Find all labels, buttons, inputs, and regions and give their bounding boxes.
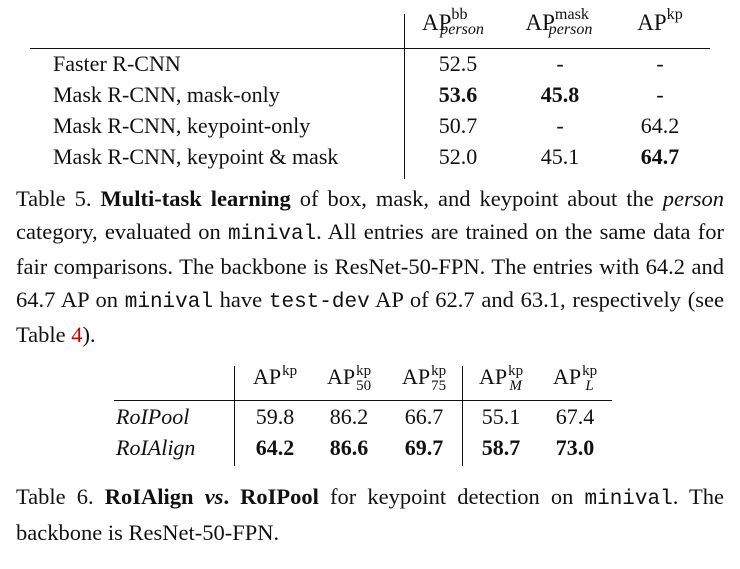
- caption-text: have: [212, 286, 269, 312]
- caption-code: minival: [227, 222, 317, 246]
- cell: 86.6: [329, 435, 369, 460]
- caption-text: category, evaluated on: [16, 218, 228, 244]
- table-row: [30, 51, 710, 82]
- cell-ap-bb: 52.5: [438, 51, 478, 76]
- cell-ap-kp: 64.2: [640, 113, 680, 138]
- cell-ap-mask: -: [556, 51, 564, 76]
- caption-text: AP of 62.7 and 63.1, respectively (see Table: [16, 286, 724, 347]
- cell: 69.7: [404, 435, 444, 460]
- header-ap-bb-person: $AP^{bb}person$: [422, 5, 484, 39]
- caption-code: minival: [584, 488, 673, 511]
- header-ap-kp-75: AP kp 75: [401, 363, 447, 394]
- cell: 55.1: [481, 404, 521, 429]
- cell-ap-kp: 64.7: [640, 144, 680, 169]
- table-row: [30, 113, 710, 144]
- caption-label: Table 6.: [16, 484, 94, 509]
- cell-ap-mask: 45.1: [540, 144, 580, 169]
- caption-bold-italic: vs: [204, 484, 224, 509]
- caption-italic: person: [662, 186, 724, 211]
- header-ap-kp: $AP^{kp}$: [637, 5, 683, 35]
- table-row: [110, 435, 610, 466]
- cell: 59.8: [255, 404, 295, 429]
- table-5-caption: [16, 183, 724, 352]
- cell-ap-kp: -: [656, 51, 664, 76]
- table-row: [30, 144, 710, 175]
- cell: 58.7: [481, 435, 521, 460]
- caption-label: Table 5.: [16, 186, 92, 211]
- header-ap-kp-m: AP kp M: [478, 363, 524, 394]
- row-name: Mask R-CNN, keypoint-only: [53, 113, 311, 138]
- cell-ap-mask: 45.8: [540, 82, 580, 107]
- cell: 66.7: [404, 404, 444, 429]
- caption-text: of box, mask, and keypoint about the: [290, 186, 663, 211]
- table-6-caption: [16, 481, 724, 549]
- cell-ap-kp: -: [656, 82, 664, 107]
- cell: 73.0: [555, 435, 595, 460]
- caption-text: for keypoint detection on: [318, 484, 585, 509]
- row-name: Mask R-CNN, mask-only: [53, 82, 280, 107]
- header-ap-mask-person: $AP^{mask}person$: [525, 5, 593, 39]
- cell-ap-bb: 50.7: [438, 113, 478, 138]
- row-name: Mask R-CNN, keypoint & mask: [53, 144, 339, 169]
- table-reference-link[interactable]: 4: [71, 322, 83, 347]
- cell-ap-bb: 53.6: [438, 82, 478, 107]
- header-ap-kp-l: AP kp L: [552, 363, 598, 394]
- caption-text: . The backbone is ResNet-50-FPN.: [16, 484, 725, 545]
- caption-text: ).: [82, 322, 96, 347]
- caption-code: test-dev: [268, 290, 370, 314]
- table-6-header-rule: [114, 400, 612, 401]
- header-ap-kp: AP kp: [252, 363, 298, 389]
- cell: 86.2: [329, 404, 369, 429]
- caption-text: . All entries are trained on the same data for fair comparisons. The backbone is ResNet-50-FPN. The entries with 64.2 and 64.7 AP on: [16, 218, 724, 312]
- row-name: Faster R-CNN: [53, 51, 181, 76]
- header-ap-kp-50: AP kp 50: [326, 363, 372, 394]
- row-name: RoIPool: [116, 404, 190, 429]
- table-row: [30, 82, 710, 113]
- cell: 64.2: [255, 435, 295, 460]
- cell: 67.4: [555, 404, 595, 429]
- cell-ap-bb: 52.0: [438, 144, 478, 169]
- caption-code: minival: [124, 290, 213, 314]
- cell-ap-mask: -: [556, 113, 564, 138]
- table-row: [110, 404, 610, 435]
- caption-bold-title: Multi-task learning: [100, 186, 291, 211]
- table-5: [30, 5, 710, 170]
- caption-bold-title: . RoIPool: [223, 484, 319, 509]
- table-6: [110, 362, 610, 472]
- caption-bold-title: RoIAlign: [104, 484, 194, 509]
- table-5-header-rule: [30, 48, 710, 49]
- row-name: RoIAlign: [116, 435, 196, 460]
